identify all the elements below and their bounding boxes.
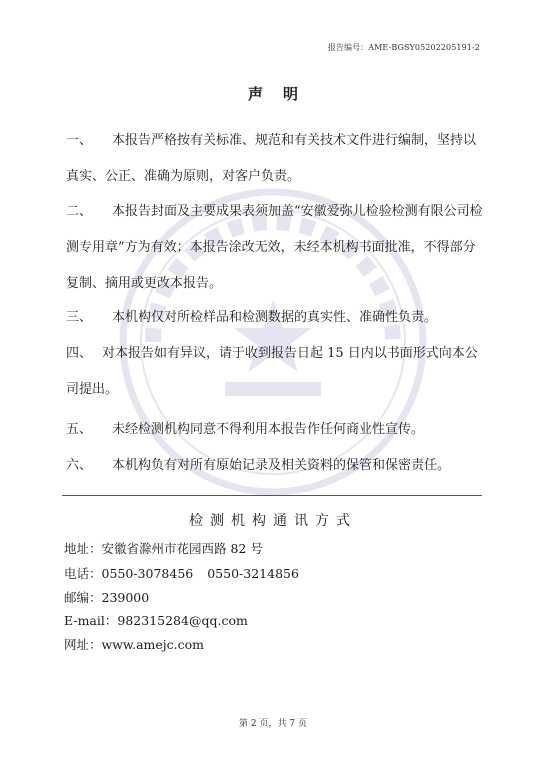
email-value: 982315284@qq.com <box>117 613 248 628</box>
website-label: 网址： <box>64 637 102 652</box>
statement-text: 本报告封面及主要成果表须加盖“安徽爱弥儿检验检测有限公司检测专用章”方为有效；本报告涂改无效，未经本机构书面批准，不得部分复制、摘用或更改本报告。 <box>66 204 483 291</box>
statement-item <box>66 123 484 195</box>
report-number: 报告编号：AME-BGSY05202205191-2 <box>327 43 480 52</box>
statement-number: 二、 <box>66 204 93 219</box>
contact-heading: 检测机构通讯方式 <box>189 513 357 529</box>
statement-text: 本机构仅对所检样品和检测数据的真实性、准确性负责。 <box>112 310 438 325</box>
contact-email <box>64 612 248 630</box>
statement-number: 五、 <box>66 422 93 437</box>
statement-item <box>66 336 484 408</box>
contact-website <box>64 636 204 654</box>
statement-number: 四、 <box>66 346 93 361</box>
statement-number: 一、 <box>66 133 93 148</box>
page-title: 声明 <box>247 85 318 103</box>
statement-text: 未经检测机构同意不得利用本报告作任何商业性宣传。 <box>112 422 425 437</box>
page-number: 第 2 页，共 7 页 <box>239 719 307 729</box>
contact-postcode: 邮编：239000 <box>64 590 150 605</box>
statement-item <box>66 448 484 484</box>
website-value: www.amejc.com <box>101 637 205 652</box>
statement-item <box>66 300 484 336</box>
section-divider <box>62 495 482 496</box>
statement-text: 对本报告如有异议，请于收到报告日起 15 日内以书面形式向本公司提出。 <box>66 346 478 397</box>
statement-item <box>66 194 484 302</box>
contact-phone <box>64 565 299 583</box>
phone-number: 0550-3078456 <box>101 566 194 581</box>
email-label: E-mail： <box>64 613 118 628</box>
statement-text: 本机构负有对所有原始记录及相关资料的保管和保密责任。 <box>112 458 451 473</box>
statement-text: 本报告严格按有关标准、规范和有关技术文件进行编制，坚持以真实、公正、准确为原则，对客户负责。 <box>66 133 477 184</box>
phone-number: 0550-3214856 <box>207 566 299 581</box>
statement-item <box>66 412 484 448</box>
statement-number: 三、 <box>66 310 93 325</box>
statement-number: 六、 <box>66 458 93 473</box>
phone-label: 电话： <box>64 566 102 581</box>
contact-address: 地址：安徽省滁州市花园西路 82 号 <box>64 541 263 556</box>
